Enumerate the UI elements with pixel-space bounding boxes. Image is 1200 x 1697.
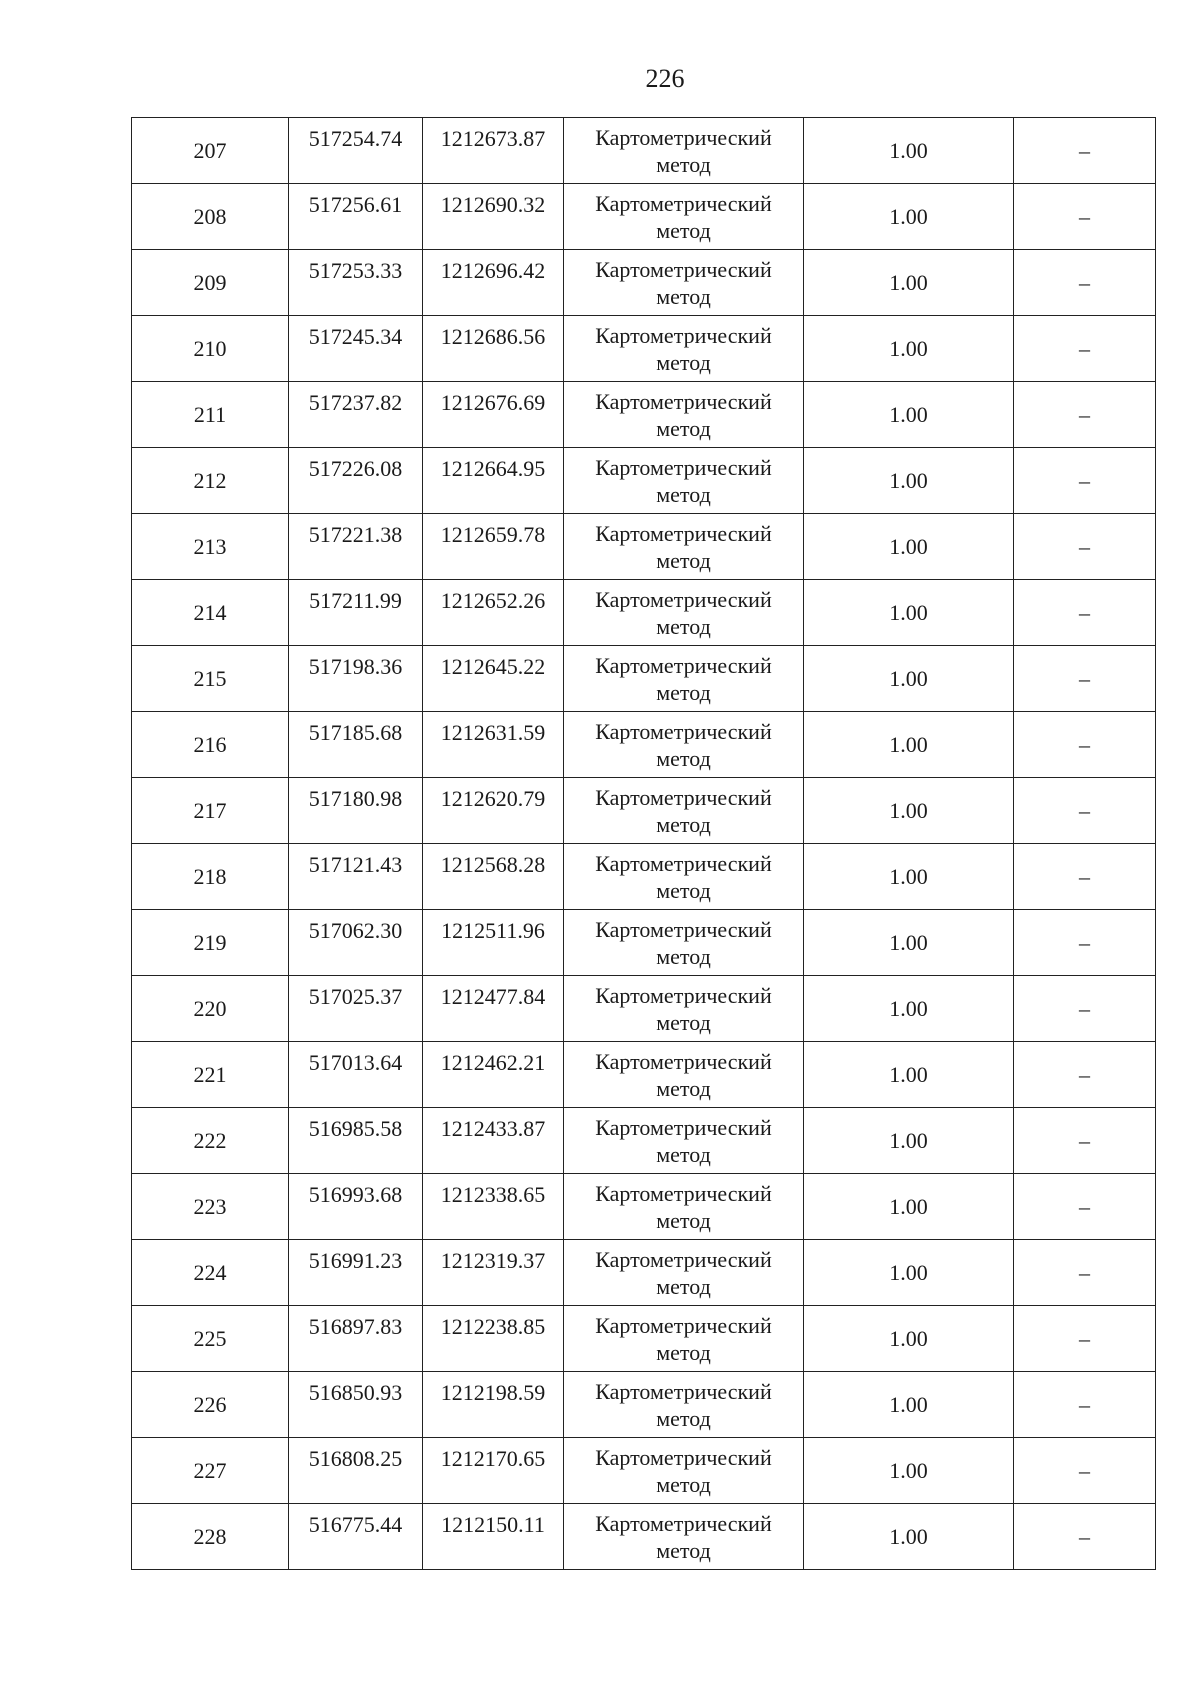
method-line-1: Картометрический xyxy=(595,784,772,810)
method-line-1: Картометрический xyxy=(595,586,772,612)
accuracy-cell: 1.00 xyxy=(804,976,1014,1042)
point-number-cell: 208 xyxy=(132,184,289,250)
method-cell xyxy=(564,1504,804,1570)
table-row xyxy=(132,316,1156,382)
point-number-cell: 219 xyxy=(132,910,289,976)
method-cell xyxy=(564,580,804,646)
method-line-1: Картометрический xyxy=(595,718,772,744)
y-coordinate-cell: 1212462.21 xyxy=(423,1042,564,1108)
method-cell xyxy=(564,382,804,448)
x-coordinate-cell: 516775.44 xyxy=(289,1504,423,1570)
method-cell xyxy=(564,778,804,844)
table-row xyxy=(132,712,1156,778)
x-coordinate-cell: 517226.08 xyxy=(289,448,423,514)
method-line-1: Картометрический xyxy=(595,256,772,282)
method-cell xyxy=(564,1372,804,1438)
y-coordinate-cell: 1212238.85 xyxy=(423,1306,564,1372)
y-coordinate-cell: 1212673.87 xyxy=(423,118,564,184)
accuracy-cell: 1.00 xyxy=(804,646,1014,712)
accuracy-cell: 1.00 xyxy=(804,1174,1014,1240)
note-cell: – xyxy=(1014,1042,1156,1108)
method-cell xyxy=(564,1438,804,1504)
table-row xyxy=(132,1306,1156,1372)
page-number: 226 xyxy=(645,64,685,93)
point-number-cell: 213 xyxy=(132,514,289,580)
note-cell: – xyxy=(1014,910,1156,976)
note-cell: – xyxy=(1014,1372,1156,1438)
method-cell xyxy=(564,712,804,778)
method-line-2: метод xyxy=(656,877,711,903)
method-line-1: Картометрический xyxy=(595,1114,772,1140)
table-row xyxy=(132,118,1156,184)
point-number-cell: 220 xyxy=(132,976,289,1042)
method-cell xyxy=(564,448,804,514)
method-line-2: метод xyxy=(656,1075,711,1101)
y-coordinate-cell: 1212686.56 xyxy=(423,316,564,382)
note-cell: – xyxy=(1014,1306,1156,1372)
point-number-cell: 207 xyxy=(132,118,289,184)
table-row xyxy=(132,448,1156,514)
y-coordinate-cell: 1212338.65 xyxy=(423,1174,564,1240)
point-number-cell: 226 xyxy=(132,1372,289,1438)
note-cell: – xyxy=(1014,382,1156,448)
x-coordinate-cell: 516991.23 xyxy=(289,1240,423,1306)
method-line-2: метод xyxy=(656,1009,711,1035)
point-number-cell: 223 xyxy=(132,1174,289,1240)
method-line-2: метод xyxy=(656,1339,711,1365)
accuracy-cell: 1.00 xyxy=(804,382,1014,448)
method-line-1: Картометрический xyxy=(595,916,772,942)
y-coordinate-cell: 1212676.69 xyxy=(423,382,564,448)
table-row xyxy=(132,1108,1156,1174)
method-cell xyxy=(564,910,804,976)
y-coordinate-cell: 1212568.28 xyxy=(423,844,564,910)
accuracy-cell: 1.00 xyxy=(804,712,1014,778)
accuracy-cell: 1.00 xyxy=(804,514,1014,580)
y-coordinate-cell: 1212620.79 xyxy=(423,778,564,844)
method-line-1: Картометрический xyxy=(595,982,772,1008)
y-coordinate-cell: 1212319.37 xyxy=(423,1240,564,1306)
method-line-1: Картометрический xyxy=(595,652,772,678)
table-row xyxy=(132,910,1156,976)
x-coordinate-cell: 517237.82 xyxy=(289,382,423,448)
accuracy-cell: 1.00 xyxy=(804,1504,1014,1570)
x-coordinate-cell: 517221.38 xyxy=(289,514,423,580)
method-line-2: метод xyxy=(656,745,711,771)
accuracy-cell: 1.00 xyxy=(804,778,1014,844)
method-cell xyxy=(564,1108,804,1174)
x-coordinate-cell: 517185.68 xyxy=(289,712,423,778)
y-coordinate-cell: 1212198.59 xyxy=(423,1372,564,1438)
x-coordinate-cell: 516985.58 xyxy=(289,1108,423,1174)
note-cell: – xyxy=(1014,1504,1156,1570)
method-cell xyxy=(564,1042,804,1108)
x-coordinate-cell: 516897.83 xyxy=(289,1306,423,1372)
method-line-2: метод xyxy=(656,415,711,441)
method-line-2: метод xyxy=(656,349,711,375)
y-coordinate-cell: 1212511.96 xyxy=(423,910,564,976)
method-cell xyxy=(564,250,804,316)
note-cell: – xyxy=(1014,778,1156,844)
accuracy-cell: 1.00 xyxy=(804,316,1014,382)
x-coordinate-cell: 517254.74 xyxy=(289,118,423,184)
note-cell: – xyxy=(1014,580,1156,646)
accuracy-cell: 1.00 xyxy=(804,1372,1014,1438)
y-coordinate-cell: 1212477.84 xyxy=(423,976,564,1042)
method-line-2: метод xyxy=(656,283,711,309)
y-coordinate-cell: 1212659.78 xyxy=(423,514,564,580)
point-number-cell: 211 xyxy=(132,382,289,448)
note-cell: – xyxy=(1014,184,1156,250)
method-cell xyxy=(564,514,804,580)
method-cell xyxy=(564,646,804,712)
table-row xyxy=(132,1504,1156,1570)
y-coordinate-cell: 1212645.22 xyxy=(423,646,564,712)
method-cell xyxy=(564,976,804,1042)
method-line-1: Картометрический xyxy=(595,1048,772,1074)
x-coordinate-cell: 516808.25 xyxy=(289,1438,423,1504)
x-coordinate-cell: 517121.43 xyxy=(289,844,423,910)
x-coordinate-cell: 517253.33 xyxy=(289,250,423,316)
accuracy-cell: 1.00 xyxy=(804,448,1014,514)
method-line-1: Картометрический xyxy=(595,322,772,348)
x-coordinate-cell: 516993.68 xyxy=(289,1174,423,1240)
x-coordinate-cell: 517180.98 xyxy=(289,778,423,844)
y-coordinate-cell: 1212631.59 xyxy=(423,712,564,778)
method-line-1: Картометрический xyxy=(595,124,772,150)
y-coordinate-cell: 1212664.95 xyxy=(423,448,564,514)
point-number-cell: 218 xyxy=(132,844,289,910)
y-coordinate-cell: 1212150.11 xyxy=(423,1504,564,1570)
note-cell: – xyxy=(1014,1438,1156,1504)
accuracy-cell: 1.00 xyxy=(804,118,1014,184)
method-line-1: Картометрический xyxy=(595,1510,772,1536)
accuracy-cell: 1.00 xyxy=(804,1042,1014,1108)
note-cell: – xyxy=(1014,514,1156,580)
method-line-2: метод xyxy=(656,1471,711,1497)
method-cell xyxy=(564,1306,804,1372)
point-number-cell: 222 xyxy=(132,1108,289,1174)
table-body xyxy=(132,118,1156,1570)
note-cell: – xyxy=(1014,448,1156,514)
y-coordinate-cell: 1212652.26 xyxy=(423,580,564,646)
method-line-2: метод xyxy=(656,151,711,177)
method-line-2: метод xyxy=(656,1537,711,1563)
accuracy-cell: 1.00 xyxy=(804,910,1014,976)
point-number-cell: 221 xyxy=(132,1042,289,1108)
note-cell: – xyxy=(1014,976,1156,1042)
x-coordinate-cell: 517256.61 xyxy=(289,184,423,250)
method-cell xyxy=(564,184,804,250)
method-line-1: Картометрический xyxy=(595,1444,772,1470)
method-line-2: метод xyxy=(656,1405,711,1431)
method-line-2: метод xyxy=(656,1141,711,1167)
x-coordinate-cell: 516850.93 xyxy=(289,1372,423,1438)
point-number-cell: 214 xyxy=(132,580,289,646)
point-number-cell: 209 xyxy=(132,250,289,316)
method-line-2: метод xyxy=(656,547,711,573)
point-number-cell: 225 xyxy=(132,1306,289,1372)
point-number-cell: 216 xyxy=(132,712,289,778)
note-cell: – xyxy=(1014,712,1156,778)
method-cell xyxy=(564,1174,804,1240)
x-coordinate-cell: 517211.99 xyxy=(289,580,423,646)
table-row xyxy=(132,1240,1156,1306)
x-coordinate-cell: 517245.34 xyxy=(289,316,423,382)
note-cell: – xyxy=(1014,844,1156,910)
point-number-cell: 215 xyxy=(132,646,289,712)
table-row xyxy=(132,778,1156,844)
method-cell xyxy=(564,1240,804,1306)
table-row xyxy=(132,1042,1156,1108)
accuracy-cell: 1.00 xyxy=(804,1240,1014,1306)
method-line-2: метод xyxy=(656,217,711,243)
method-line-2: метод xyxy=(656,1207,711,1233)
accuracy-cell: 1.00 xyxy=(804,580,1014,646)
accuracy-cell: 1.00 xyxy=(804,250,1014,316)
method-line-1: Картометрический xyxy=(595,190,772,216)
method-line-2: метод xyxy=(656,679,711,705)
table-row xyxy=(132,184,1156,250)
point-number-cell: 217 xyxy=(132,778,289,844)
method-cell xyxy=(564,844,804,910)
x-coordinate-cell: 517198.36 xyxy=(289,646,423,712)
x-coordinate-cell: 517025.37 xyxy=(289,976,423,1042)
point-number-cell: 212 xyxy=(132,448,289,514)
y-coordinate-cell: 1212170.65 xyxy=(423,1438,564,1504)
method-line-1: Картометрический xyxy=(595,1246,772,1272)
y-coordinate-cell: 1212696.42 xyxy=(423,250,564,316)
point-number-cell: 224 xyxy=(132,1240,289,1306)
y-coordinate-cell: 1212433.87 xyxy=(423,1108,564,1174)
method-cell xyxy=(564,316,804,382)
accuracy-cell: 1.00 xyxy=(804,184,1014,250)
method-line-2: метод xyxy=(656,1273,711,1299)
method-line-1: Картометрический xyxy=(595,1312,772,1338)
accuracy-cell: 1.00 xyxy=(804,844,1014,910)
accuracy-cell: 1.00 xyxy=(804,1438,1014,1504)
x-coordinate-cell: 517013.64 xyxy=(289,1042,423,1108)
table-row xyxy=(132,646,1156,712)
accuracy-cell: 1.00 xyxy=(804,1108,1014,1174)
table-row xyxy=(132,580,1156,646)
note-cell: – xyxy=(1014,250,1156,316)
note-cell: – xyxy=(1014,1240,1156,1306)
note-cell: – xyxy=(1014,646,1156,712)
note-cell: – xyxy=(1014,316,1156,382)
table-row xyxy=(132,976,1156,1042)
note-cell: – xyxy=(1014,118,1156,184)
point-number-cell: 228 xyxy=(132,1504,289,1570)
point-number-cell: 227 xyxy=(132,1438,289,1504)
table-row xyxy=(132,844,1156,910)
table-row xyxy=(132,1438,1156,1504)
method-line-1: Картометрический xyxy=(595,1180,772,1206)
y-coordinate-cell: 1212690.32 xyxy=(423,184,564,250)
note-cell: – xyxy=(1014,1174,1156,1240)
method-line-1: Картометрический xyxy=(595,388,772,414)
table-row xyxy=(132,1174,1156,1240)
accuracy-cell: 1.00 xyxy=(804,1306,1014,1372)
coordinates-table xyxy=(131,117,1156,1570)
method-line-1: Картометрический xyxy=(595,850,772,876)
table-row xyxy=(132,514,1156,580)
method-line-2: метод xyxy=(656,481,711,507)
table-row xyxy=(132,250,1156,316)
table-row xyxy=(132,382,1156,448)
method-line-1: Картометрический xyxy=(595,1378,772,1404)
note-cell: – xyxy=(1014,1108,1156,1174)
method-line-1: Картометрический xyxy=(595,454,772,480)
method-cell xyxy=(564,118,804,184)
method-line-2: метод xyxy=(656,613,711,639)
x-coordinate-cell: 517062.30 xyxy=(289,910,423,976)
method-line-1: Картометрический xyxy=(595,520,772,546)
point-number-cell: 210 xyxy=(132,316,289,382)
method-line-2: метод xyxy=(656,811,711,837)
table-row xyxy=(132,1372,1156,1438)
method-line-2: метод xyxy=(656,943,711,969)
